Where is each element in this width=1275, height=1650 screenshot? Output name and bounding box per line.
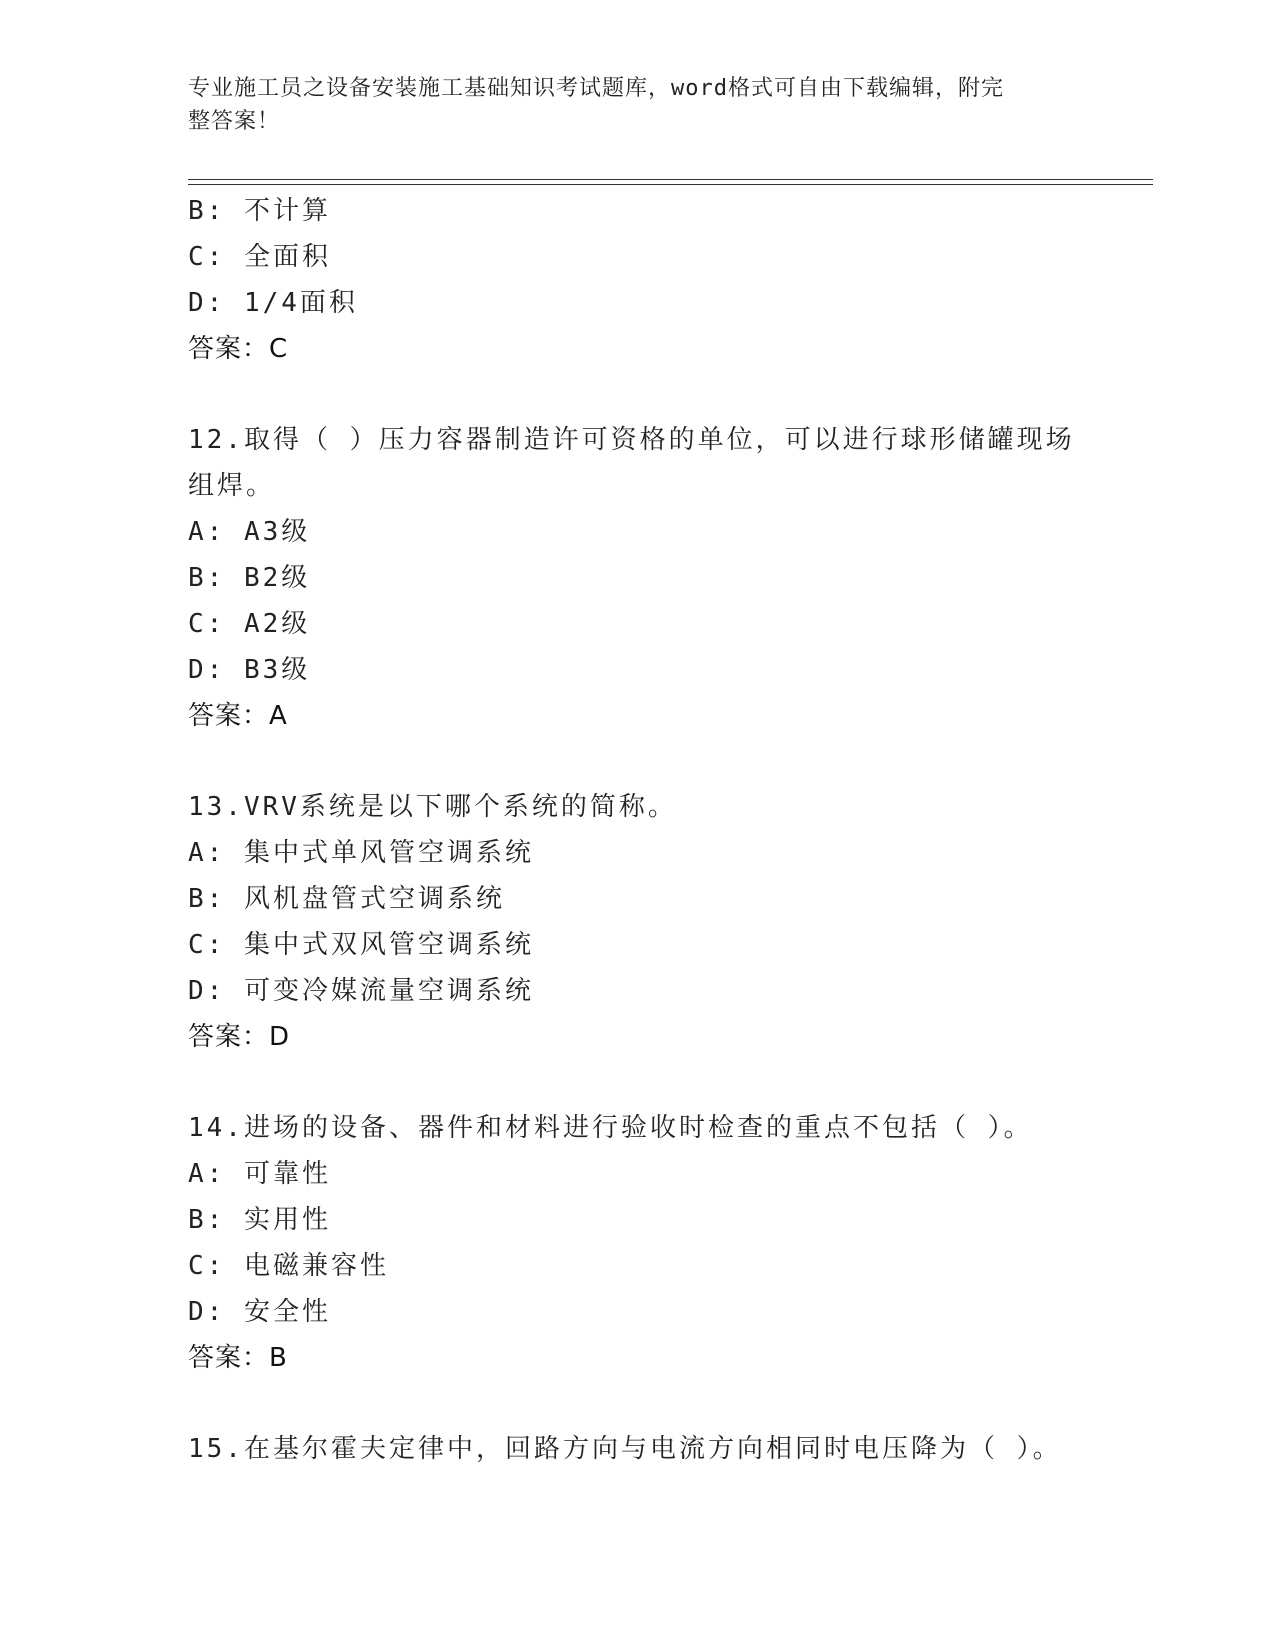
question-13	[188, 784, 1088, 1060]
option-c: C: 电磁兼容性	[188, 1251, 389, 1281]
answer-line: 答案：A	[188, 701, 288, 731]
option-d: D: 安全性	[188, 1297, 331, 1327]
option-a: A: A3级	[188, 517, 311, 547]
question-12	[188, 417, 1088, 739]
question-stem-line-1: 12.取得（ ）压力容器制造许可资格的单位，可以进行球形储罐现场	[188, 425, 1075, 455]
answer-line: 答案：C	[188, 334, 289, 364]
option-d: D: B3级	[188, 655, 311, 685]
question-stem: 14.进场的设备、器件和材料进行验收时检查的重点不包括（ ）。	[188, 1113, 1033, 1143]
option-c: C: 全面积	[188, 242, 331, 272]
header-divider-bottom	[188, 184, 1153, 185]
header-line-1: 专业施工员之设备安装施工基础知识考试题库，word格式可自由下载编辑，附完	[188, 76, 1004, 101]
option-a: A: 集中式单风管空调系统	[188, 838, 534, 868]
spacer	[188, 739, 1088, 784]
option-c: C: A2级	[188, 609, 311, 639]
option-a: A: 可靠性	[188, 1159, 331, 1189]
option-d: D: 可变冷媒流量空调系统	[188, 976, 534, 1006]
option-b: B: 实用性	[188, 1205, 331, 1235]
header-divider-top	[188, 179, 1153, 180]
question-14	[188, 1105, 1088, 1381]
question-stem: 15.在基尔霍夫定律中，回路方向与电流方向相同时电压降为（ ）。	[188, 1434, 1062, 1464]
spacer	[188, 1060, 1088, 1105]
document-header	[188, 72, 1068, 138]
option-c: C: 集中式双风管空调系统	[188, 930, 534, 960]
spacer	[188, 1381, 1088, 1426]
question-11	[188, 188, 1088, 372]
option-b: B: B2级	[188, 563, 311, 593]
question-15	[188, 1426, 1088, 1472]
answer-line: 答案：B	[188, 1343, 288, 1373]
option-b: B: 风机盘管式空调系统	[188, 884, 505, 914]
question-list	[188, 188, 1088, 1472]
answer-line: 答案：D	[188, 1022, 291, 1052]
question-stem-line-2: 组焊。	[188, 471, 276, 501]
spacer	[188, 372, 1088, 417]
option-d: D: 1/4面积	[188, 288, 358, 318]
header-line-2: 整答案！	[188, 109, 281, 134]
question-stem: 13.VRV系统是以下哪个系统的简称。	[188, 792, 677, 822]
option-b: B: 不计算	[188, 196, 331, 226]
